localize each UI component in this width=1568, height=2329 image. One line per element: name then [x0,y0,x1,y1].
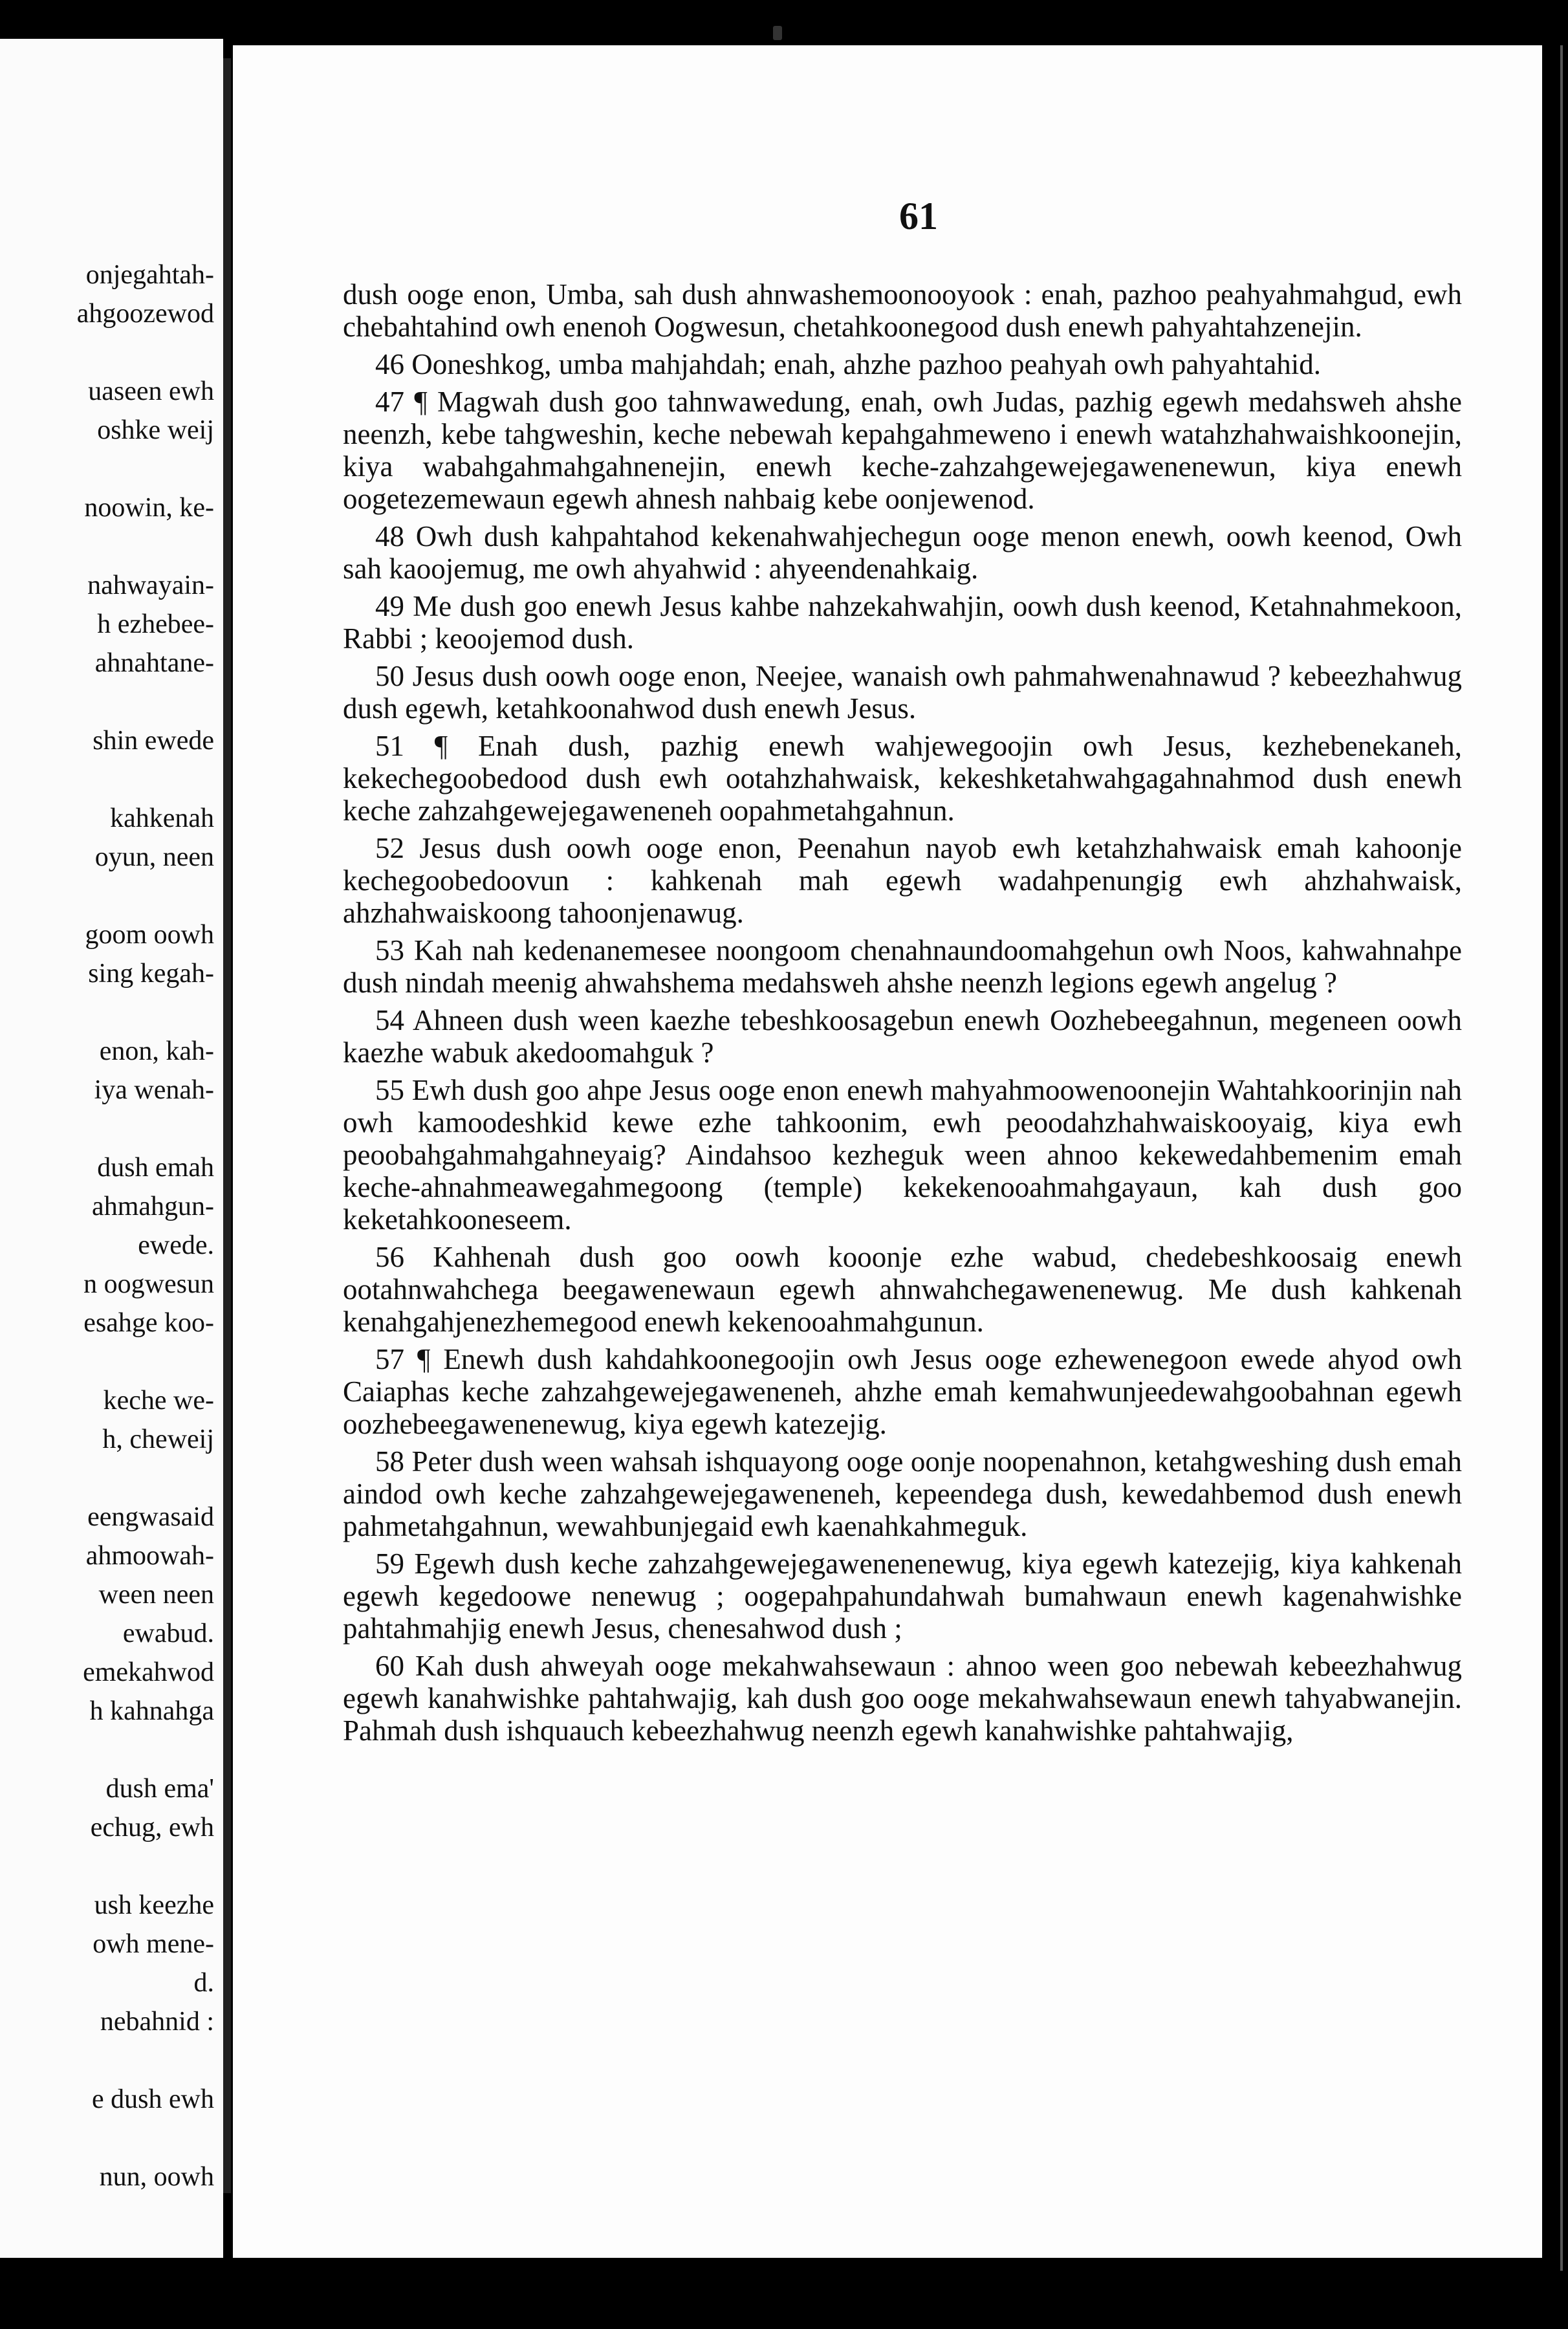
left-page-line: sing kegah- [88,959,214,989]
page-edge [1560,45,1563,2271]
left-page-line: eengwasaid [87,1502,214,1532]
left-page-line: echug, ewh [90,1813,214,1842]
left-page-line: ewabud. [122,1619,214,1648]
left-page-line: noowin, ke- [84,493,214,523]
verse-paragraph: 50 Jesus dush oowh ooge enon, Neejee, wanaish owh pahmahwenahnawud ? kebeezhahwug dush egewh, ketahkoonahwod dush enewh Jesus. [343,660,1462,725]
left-page-line: dush emah [97,1153,214,1183]
left-page-line: shin ewede [93,726,214,756]
left-page-line: dush ema' [105,1774,214,1804]
left-page-line: nebahnid : [100,2007,214,2037]
verse-paragraph: 58 Peter dush ween wahsah ishquayong ooge oonje noopenahnon, ketahgweshing dush emah aindod owh keche zahzahgewejegaweneneh, kepeendega dush, kewedahbemod dush enewh pahmetahgahnun, wewahbunjegaid ewh kaenahkahmeguk. [343,1445,1462,1542]
verse-paragraph: 49 Me dush goo enewh Jesus kahbe nahzekahwahjin, oowh dush keenod, Ketahnahmekoon, Rabbi ; keoojemod dush. [343,590,1462,655]
left-page-line: emekahwod [83,1657,214,1687]
left-page-line: ewede. [138,1230,214,1260]
right-page [233,45,1542,2258]
left-page-line: h ezhebee- [97,609,214,639]
left-page-line: h, cheweij [102,1425,214,1454]
verse-paragraph: 59 Egewh dush keche zahzahgewejegawenenenewug, kiya egewh katezejig, kiya kahkenah egewh kegedoowe nenewug ; oogepahpahundahwah bumahwaun enewh kagenahwishke pahtahmahjig enewh Jesus, chenesahwod dush ; [343,1547,1462,1645]
left-page-line: h kahnahga [89,1696,214,1726]
left-page-line: goom oowh [85,920,214,950]
left-page-line: keche we- [103,1386,214,1416]
verse-paragraph: 56 Kahhenah dush goo oowh kooonje ezhe wabud, chedebeshkoosaig enewh ootahnwahchega beegawenewaun egewh ahnwahchegawenenewug. Me dush kahkenah kenahgahjenezhemegood enewh kekenooahmahgunun. [343,1241,1462,1338]
left-page-line: n oogwesun [83,1269,214,1299]
left-page-line: d. [193,1968,214,1998]
page-text [343,278,1462,1752]
verse-paragraph: 57 ¶ Enewh dush kahdahkoonegoojin owh Jesus ooge ezhewenegoon ewede ahyod owh Caiaphas keche zahzahgewejegaweneneh, ahzhe emah kemahwunjeedewahgoobahnan egewh oozhebeegawenenewug, kiya egewh katezejig. [343,1343,1462,1440]
left-page-fragment [0,39,223,2258]
verse-paragraph: 46 Ooneshkog, umba mahjahdah; enah, ahzhe pazhoo peahyah owh pahyahtahid. [375,348,1322,380]
left-page-line: ween neen [98,1580,214,1610]
left-page-line: ahmoowah- [85,1541,214,1571]
left-page-line: onjegahtah- [85,260,214,290]
left-page-line: kahkenah [110,804,214,833]
verse-paragraph: 48 Owh dush kahpahtahod kekenahwahjechegun ooge menon enewh, oowh keenod, Owh sah kaoojemug, me owh ahyahwid : ahyeendenahkaig. [343,520,1462,585]
verse-paragraph: 51 ¶ Enah dush, pazhig enewh wahjewegoojin owh Jesus, kezhebenekaneh, kekechegoobedood dush ewh ootahzhahwaisk, kekeshketahwahgagahnahmod dush enewh keche zahzahgewejegaweneneh oopahmetahgahnun. [343,730,1462,827]
left-page-line: ush keezhe [94,1890,214,1920]
left-page-line: enon, kah- [99,1036,214,1066]
book-gutter [223,58,231,2193]
ink-mark [773,26,782,40]
left-page-line: ahnahtane- [94,648,214,678]
verse-paragraph: 52 Jesus dush oowh ooge enon, Peenahun nayob ewh ketahzhahwaisk emah kahoonje kechegoobedoovun : kahkenah mah egewh wadahpenungig ewh ahzhahwaisk, ahzhahwaiskoong tahoonjenawug. [343,832,1462,929]
verse-paragraph: 55 Ewh dush goo ahpe Jesus ooge enon enewh mahyahmoowenoonejin Wahtahkoorinjin nah owh kamoodeshkid kewe ezhe tahkoonim, ewh peoodahzhahwaiskooyaig, kiya ewh peoobahgahmahgahneyaig? Aindahsoo kezheguk ween ahnoo kekewedahbemenim emah keche-ahnahmeawegahmegoong (temple) kekekenooahmahgayaun, kah dush goo keketahkooneseem. [343,1074,1462,1236]
page-number: 61 [899,195,938,237]
left-page-line: owh mene- [93,1929,214,1959]
verse-paragraph: 47 ¶ Magwah dush goo tahnwawedung, enah, owh Judas, pazhig egewh medahsweh ahshe neenzh, kebe tahgweshin, keche nebewah kepahgahmeweno i enewh watahzhahwaishkoonejin, kiya wabahgahmahgahnenejin, enewh keche-zahzahgewejegawenenewun, kiya enewh oogetezemewaun egewh ahnesh nahbaig kebe oonjewenod. [343,386,1462,515]
left-page-line: ahmahgun- [92,1192,214,1221]
left-page-line: oshke weij [97,415,214,445]
left-page-line: nun, oowh [99,2162,214,2192]
left-page-line: uaseen ewh [88,377,214,406]
left-page-line: ahgoozewod [76,299,214,329]
left-page-line: e dush ewh [92,2084,214,2114]
left-page-line: esahge koo- [83,1308,214,1338]
verse-paragraph: 54 Ahneen dush ween kaezhe tebeshkoosagebun enewh Oozhebeegahnun, megeneen oowh kaezhe wabuk akedoomahguk ? [343,1004,1462,1069]
left-page-line: nahwayain- [87,571,214,600]
left-page-line: oyun, neen [94,842,214,872]
verse-paragraph: 60 Kah dush ahweyah ooge mekahwahsewaun : ahnoo ween goo nebewah kebeezhahwug egewh kanahwishke pahtahwajig, kah dush goo ooge mekahwahsewaun enewh tahyabwanejin. Pahmah dush ishquauch kebeezhahwug neenzh egewh kanahwishke pahtahwajig, [343,1650,1462,1747]
left-page-line: iya wenah- [94,1075,214,1105]
verse-paragraph: 53 Kah nah kedenanemesee noongoom chenahnaundoomahgehun owh Noos, kahwahnahpe dush nindah meenig ahwahshema medahsweh ahshe neenzh legions egewh angelug ? [343,934,1462,999]
verse-paragraph: dush ooge enon, Umba, sah dush ahnwashemoonooyook : enah, pazhoo peahyahmahgud, ewh chebahtahind owh enenoh Oogwesun, chetahkoonegood dush enewh pahyahtahzenejin. [343,278,1462,343]
